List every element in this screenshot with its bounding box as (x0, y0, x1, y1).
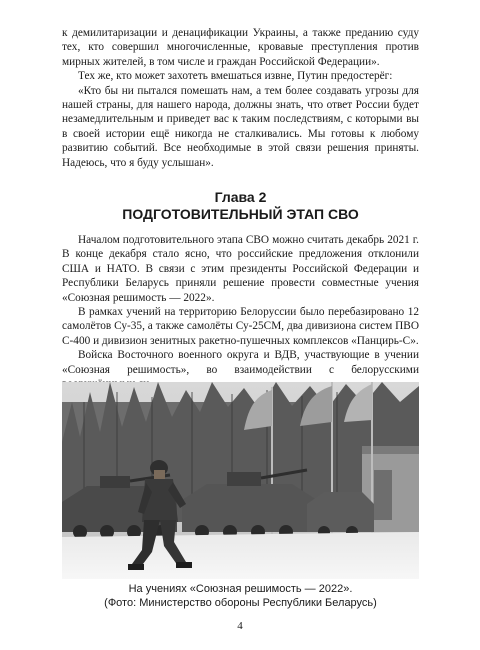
caption-line-2: (Фото: Министерство обороны Республики Беларусь) (104, 596, 377, 609)
exercise-photo (62, 382, 419, 579)
intro-paragraph-1: к демилитаризации и денацификации Украины, а также преданию суду тех, кто совершил многочисленные, кровавые преступления против мирных жителей, в том числе и граждан Российской Федерации». (62, 27, 419, 68)
caption-line-1: На учениях «Союзная решимость — 2022». (128, 583, 353, 595)
body-paragraph-1: Началом подготовительного этапа СВО можно считать декабрь 2021 г. В конце декабря стало ясно, что российские предложения отклонили США и НАТО. В связи с этим президенты Российской Федерации и Республики Беларусь приняли решение провести совместные учения «Союзная решимость — 2022». (62, 234, 419, 304)
chapter-title: ПОДГОТОВИТЕЛЬНЫЙ ЭТАП СВО (122, 206, 359, 222)
body-paragraph-3: Войска Восточного военного округа и ВДВ, участвующие в учении «Союзная решимость», во взаимодействии с белорусскими (62, 349, 419, 376)
chapter-text (62, 233, 419, 391)
intro-quote: «Кто бы ни пытался помешать нам, а тем более создавать угрозы для нашей страны, для нашего народа, должны знать, что ответ России будет незамедлительным и приведет вас к таким последствиям, с которыми вы в своей истории ещё никогда не сталкивались. Мы готовы к любому развитию событий. Все необходимые в этой связи решения приняты. Надеюсь, что я буду услышан». (62, 84, 419, 169)
intro-paragraph-2: Тех же, кто может захотеть вмешаться извне, Путин предостерёг: (78, 70, 393, 83)
exercise-photo-illustration (62, 382, 419, 579)
snowy-ground (62, 532, 419, 579)
chapter-number: Глава 2 (214, 189, 267, 205)
intro-text (62, 26, 419, 170)
chapter-heading (62, 189, 419, 223)
page-number: 4 (237, 620, 243, 632)
photo-caption (62, 583, 419, 610)
body-paragraph-2: В рамках учений на территорию Белоруссии было перебазировано 12 самолётов Су-35, а также самолёты Су-25СМ, два дивизиона систем ПВО С-400 и дивизион зенитных ракетно-пушечных комплексов «Панцирь-С». (62, 306, 419, 347)
